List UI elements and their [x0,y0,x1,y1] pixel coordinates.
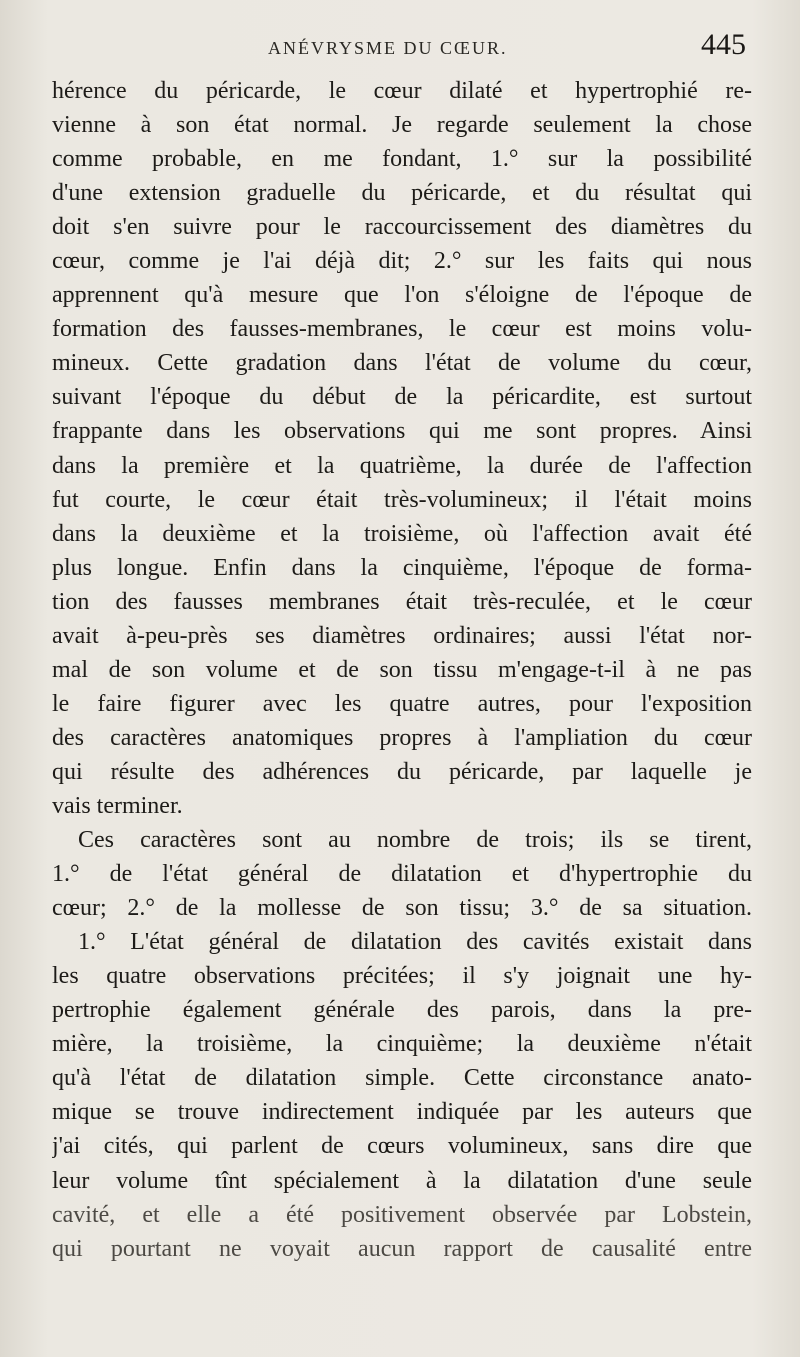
text-line: mière, la troisième, la cinquième; la deuxième n'était [52,1031,752,1058]
paragraph-start-line: Ces caractères sont au nombre de trois; ils se tirent, [78,827,752,854]
text-line: mineux. Cette gradation dans l'état de volume du cœur, [52,350,752,377]
text-line: qu'à l'état de dilatation simple. Cette circonstance anato- [52,1065,752,1092]
text-line: comme probable, en me fondant, 1.° sur la possibilité [52,146,752,173]
text-line: dans la deuxième et la troisième, où l'affection avait été [52,520,752,547]
text-line: avait à-peu-près ses diamètres ordinaires; aussi l'état nor- [52,622,752,649]
running-title: ANÉVRYSME DU CŒUR. [268,38,508,58]
text-line: mal de son volume et de son tissu m'engage-t-il à ne pas [52,656,752,683]
text-line: cœur, comme je l'ai déjà dit; 2.° sur les faits qui nous [52,248,752,275]
text-line: leur volume tînt spécialement à la dilatation d'une seule [52,1167,752,1194]
text-line: apprennent qu'à mesure que l'on s'éloigne de l'époque de [52,282,752,309]
body-text [52,74,752,1266]
text-line: cavité, et elle a été positivement observée par Lobstein, [52,1201,752,1228]
paragraph-start-line: 1.° L'état général de dilatation des cavités existait dans [78,929,752,956]
text-line: 1.° de l'état général de dilatation et d'hypertrophie du [52,861,752,888]
text-line: dans la première et la quatrième, la durée de l'affection [52,452,752,479]
text-line: le faire figurer avec les quatre autres, pour l'exposition [52,690,752,717]
text-line: suivant l'époque du début de la péricardite, est surtout [52,384,752,411]
text-line: hérence du péricarde, le cœur dilaté et hypertrophié re- [52,78,752,104]
text-line: frappante dans les observations qui me sont propres. Ainsi [52,418,752,445]
paragraph-end-line: vais terminer. [52,792,183,819]
text-line: fut courte, le cœur était très-volumineux; il l'était moins [52,486,752,513]
text-line: qui résulte des adhérences du péricarde, par laquelle je [52,758,752,785]
text-line: vienne à son état normal. Je regarde seulement la chose [52,112,752,139]
text-line: plus longue. Enfin dans la cinquième, l'époque de forma- [52,554,752,581]
text-line: mique se trouve indirectement indiquée par les auteurs que [52,1099,752,1126]
text-line: qui pourtant ne voyait aucun rapport de causalité entre [52,1235,752,1262]
running-head [0,24,800,72]
text-line: les quatre observations précitées; il s'y joignait une hy- [52,963,752,990]
text-line: j'ai cités, qui parlent de cœurs volumineux, sans dire que [52,1133,752,1160]
text-line: des caractères anatomiques propres à l'ampliation du cœur [52,724,752,751]
page-number: 445 [701,28,746,61]
text-line: tion des fausses membranes était très-reculée, et le cœur [52,588,752,615]
text-line: doit s'en suivre pour le raccourcissement des diamètres du [52,214,752,241]
text-line: pertrophie également générale des parois, dans la pre- [52,997,752,1024]
text-line: d'une extension graduelle du péricarde, et du résultat qui [52,180,752,207]
text-line: formation des fausses-membranes, le cœur est moins volu- [52,316,752,343]
paragraph-end-line: cœur; 2.° de la mollesse de son tissu; 3.° de sa situation. [52,895,752,922]
